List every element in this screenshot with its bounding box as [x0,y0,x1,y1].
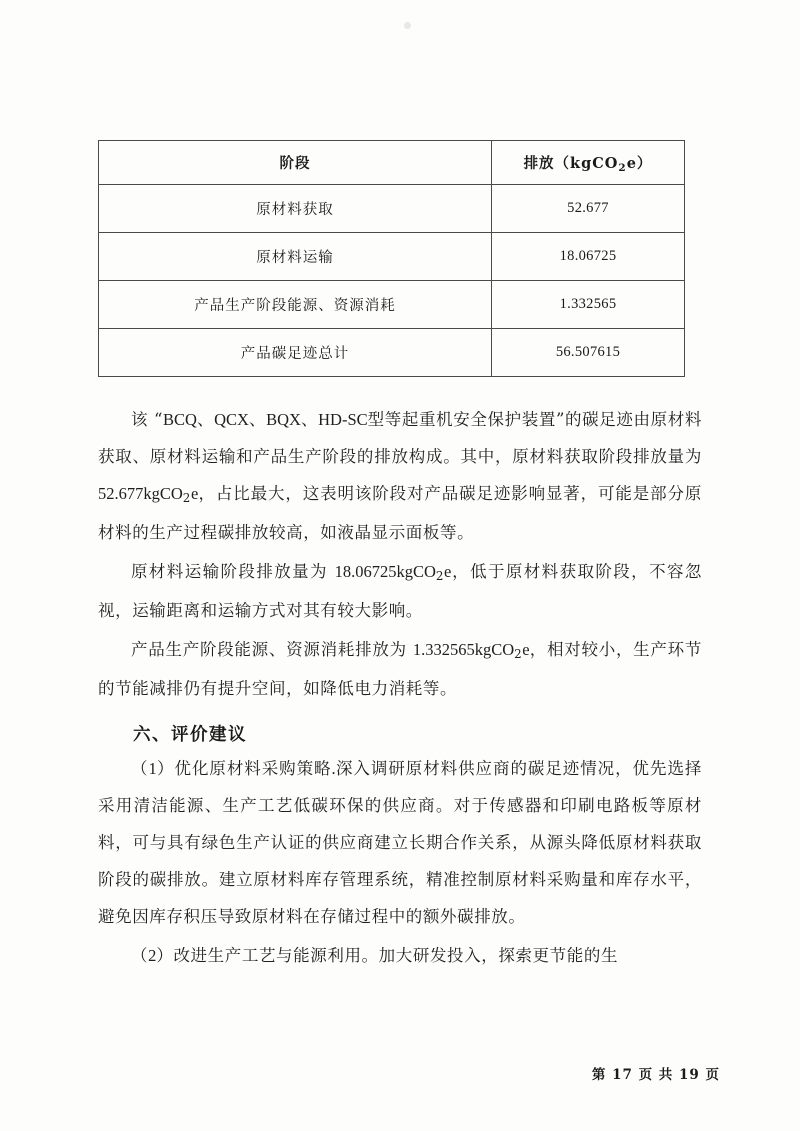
table-row [99,233,685,281]
cell-stage: 原材料获取 [99,185,492,233]
cell-value: 1.332565 [492,281,685,329]
cell-stage: 产品碳足迹总计 [99,329,492,377]
recommendation-item: （1）优化原材料采购策略.深入调研原材料供应商的碳足迹情况，优先选择采用清洁能源、生产工艺低碳环保的供应商。对于传感器和印刷电路板等原材料，可与具有绿色生产认证的供应商建立长期合作关系，从源头降低原材料获取阶段的碳排放。建立原材料库存管理系统，精准控制原材料采购量和库存水平，避免因库存积压导致原材料在存储过程中的额外碳排放。 [98,759,702,926]
table-header [99,141,685,185]
table-body [99,185,685,377]
table-row [99,185,685,233]
paragraph-summary: 该 “BCQ、QCX、BQX、HD-SC型等起重机安全保护装置”的碳足迹由原材料获取、原材料运输和产品生产阶段的排放构成。其中，原材料获取阶段排放量为 52.677kgCO$_2$e，占比最大，这表明该阶段对产品碳足迹影响显著，可能是部分原材料的生产过程碳排放较高，如液晶显示面板等。 [98,410,703,542]
paragraph-production: 产品生产阶段能源、资源消耗排放为 1.332565kgCO$_2$e，相对较小，生产环节的节能减排仍有提升空间，如降低电力消耗等。 [98,640,703,698]
column-header-emission-text: 排放（kgCO$_2$e） [523,155,653,174]
paragraph-transport: 原材料运输阶段排放量为 18.06725kgCO$_2$e，低于原材料获取阶段，不容忽视，运输距离和运输方式对其有较大影响。 [98,562,702,620]
section-heading-recommendations: 六、评价建议 [133,725,247,745]
table-row [99,281,685,329]
cell-stage: 产品生产阶段能源、资源消耗 [99,281,492,329]
page-footer: 第 17 页 共 19 页 [591,1067,720,1083]
table-header-row [99,141,685,185]
cell-value: 18.06725 [492,233,685,281]
emissions-table [98,140,685,377]
cell-value: 56.507615 [492,329,685,377]
page-content [98,0,702,974]
column-header-emission [492,141,685,185]
cell-stage: 原材料运输 [99,233,492,281]
table-row [99,329,685,377]
column-header-stage: 阶段 [99,141,492,185]
cell-value: 52.677 [492,185,685,233]
recommendation-item: （2）改进生产工艺与能源利用。加大研发投入，探索更节能的生 [131,946,619,965]
